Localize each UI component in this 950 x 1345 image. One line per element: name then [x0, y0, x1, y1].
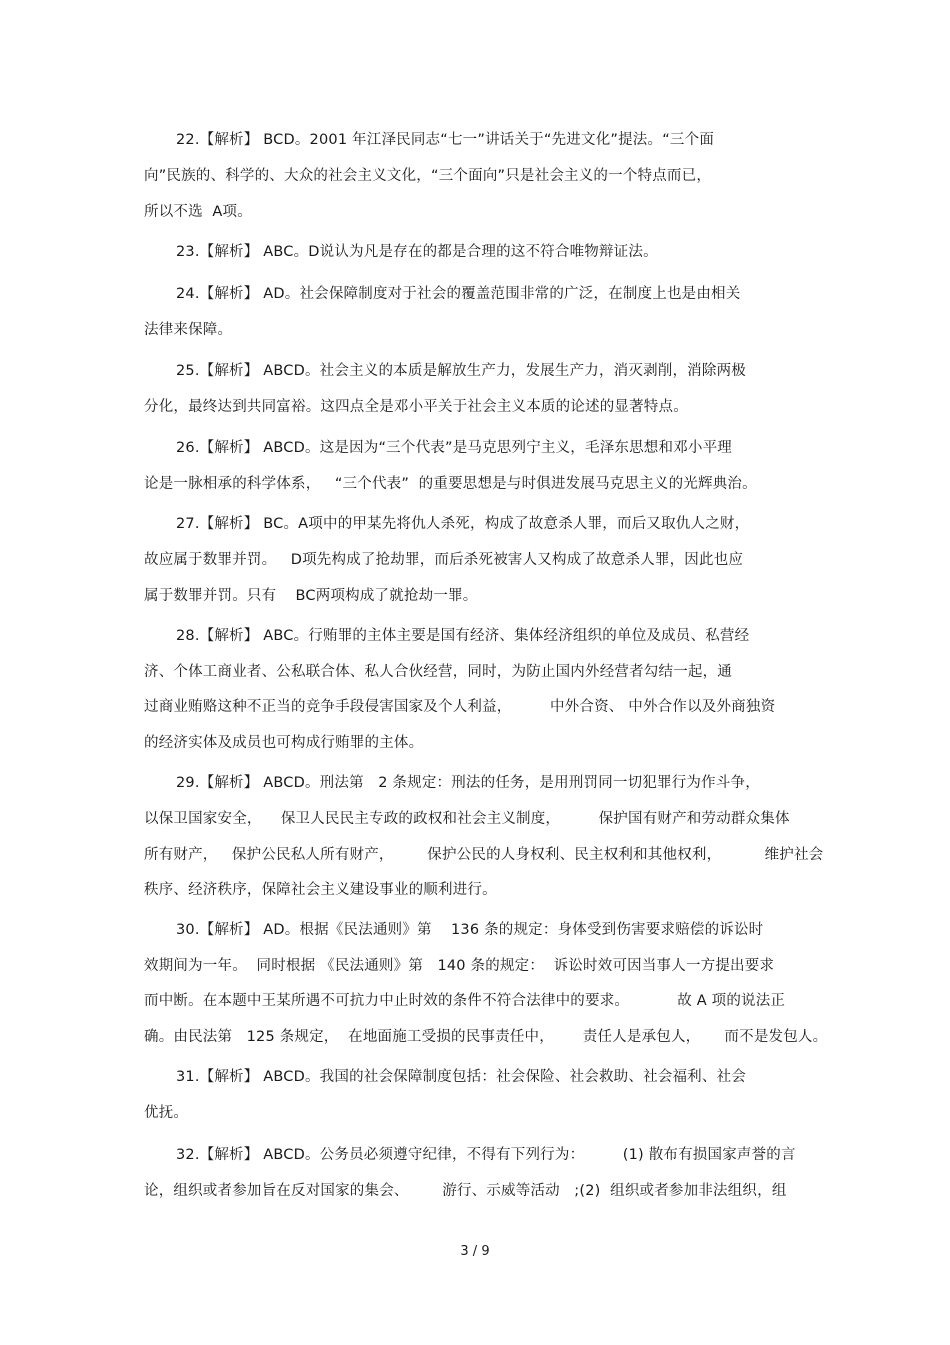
- text-line: 28.【解析】 ABC。行贿罪的主体主要是国有经济、集体经济组织的单位及成员、私营经: [176, 628, 750, 644]
- text-line: 所有财产， 保护公民私人所有财产， 保护公民的人身权利、民主权利和其他权利， 维护社会: [144, 847, 824, 863]
- text-line: 秩序、经济秩序，保障社会主义建设事业的顺利进行。: [144, 882, 497, 898]
- text-line: 属于数罪并罚。只有 BC两项构成了就抢劫一罪。: [144, 588, 478, 604]
- text-line: 而中断。在本题中王某所遇不可抗力中止时效的条件不符合法律中的要求。 故 A 项的说法正: [144, 993, 786, 1009]
- text-line: 论是一脉相承的科学体系， “三个代表” 的重要思想是与时俱进发展马克思主义的光辉典治。: [144, 476, 757, 492]
- text-line: 23.【解析】 ABC。D说认为凡是存在的都是合理的这不符合唯物辩证法。: [176, 244, 658, 260]
- text-line: 26.【解析】 ABCD。这是因为“三个代表”是马克思列宁主义，毛泽东思想和邓小平理: [176, 440, 732, 456]
- text-line: 的经济实体及成员也可构成行贿罪的主体。: [144, 735, 424, 751]
- text-line: 31.【解析】 ABCD。我国的社会保障制度包括：社会保险、社会救助、社会福利、社会: [176, 1069, 746, 1085]
- text-line: 24.【解析】 AD。社会保障制度对于社会的覆盖范围非常的广泛，在制度上也是由相关: [176, 286, 741, 302]
- text-line: 优抚。: [144, 1105, 189, 1121]
- text-line: 27.【解析】 BC。A项中的甲某先将仇人杀死，构成了故意杀人罪，而后又取仇人之财，: [176, 516, 750, 532]
- text-line: 过商业贿赂这种不正当的竞争手段侵害国家及个人利益， 中外合资、 中外合作以及外商独资: [144, 699, 776, 715]
- text-line: 25.【解析】 ABCD。社会主义的本质是解放生产力，发展生产力，消灭剥削，消除两极: [176, 363, 746, 379]
- text-line: 论，组织或者参加旨在反对国家的集会、 游行、示威等活动 ;(2) 组织或者参加非法组织，组: [144, 1183, 787, 1199]
- page-number: 3 / 9: [460, 1244, 490, 1259]
- text-line: 32.【解析】 ABCD。公务员必须遵守纪律，不得有下列行为： (1) 散布有损国家声誉的言: [176, 1147, 796, 1163]
- text-line: 所以不选 A项。: [144, 204, 252, 220]
- text-line: 效期间为一年。 同时根据 《民法通则》第 140 条的规定： 诉讼时效可因当事人一方提出要求: [144, 958, 775, 974]
- text-line: 29.【解析】 ABCD。刑法第 2 条规定：刑法的任务，是用刑罚同一切犯罪行为作斗争，: [176, 775, 760, 791]
- text-line: 向”民族的、科学的、大众的社会主义文化，“三个面向”只是社会主义的一个特点而已，: [144, 168, 712, 184]
- text-line: 30.【解析】 AD。根据《民法通则》第 136 条的规定：身体受到伤害要求赔偿的诉讼时: [176, 922, 764, 938]
- text-line: 故应属于数罪并罚。 D项先构成了抢劫罪，而后杀死被害人又构成了故意杀人罪，因此也应: [144, 552, 744, 568]
- text-line: 济、个体工商业者、公私联合体、私人合伙经营，同时，为防止国内外经营者勾结一起，通: [144, 664, 732, 680]
- text-line: 22.【解析】 BCD。2001 年江泽民同志“七一”讲话关于“先进文化”提法。“三个面: [176, 132, 715, 148]
- text-line: 以保卫国家安全， 保卫人民民主专政的政权和社会主义制度， 保护国有财产和劳动群众集体: [144, 811, 790, 827]
- text-line: 法律来保障。: [144, 322, 233, 338]
- text-line: 确。由民法第 125 条规定， 在地面施工受损的民事责任中， 责任人是承包人， 而不是发包人。: [144, 1029, 828, 1045]
- text-line: 分化，最终达到共同富裕。这四点全是邓小平关于社会主义本质的论述的显著特点。: [144, 399, 688, 415]
